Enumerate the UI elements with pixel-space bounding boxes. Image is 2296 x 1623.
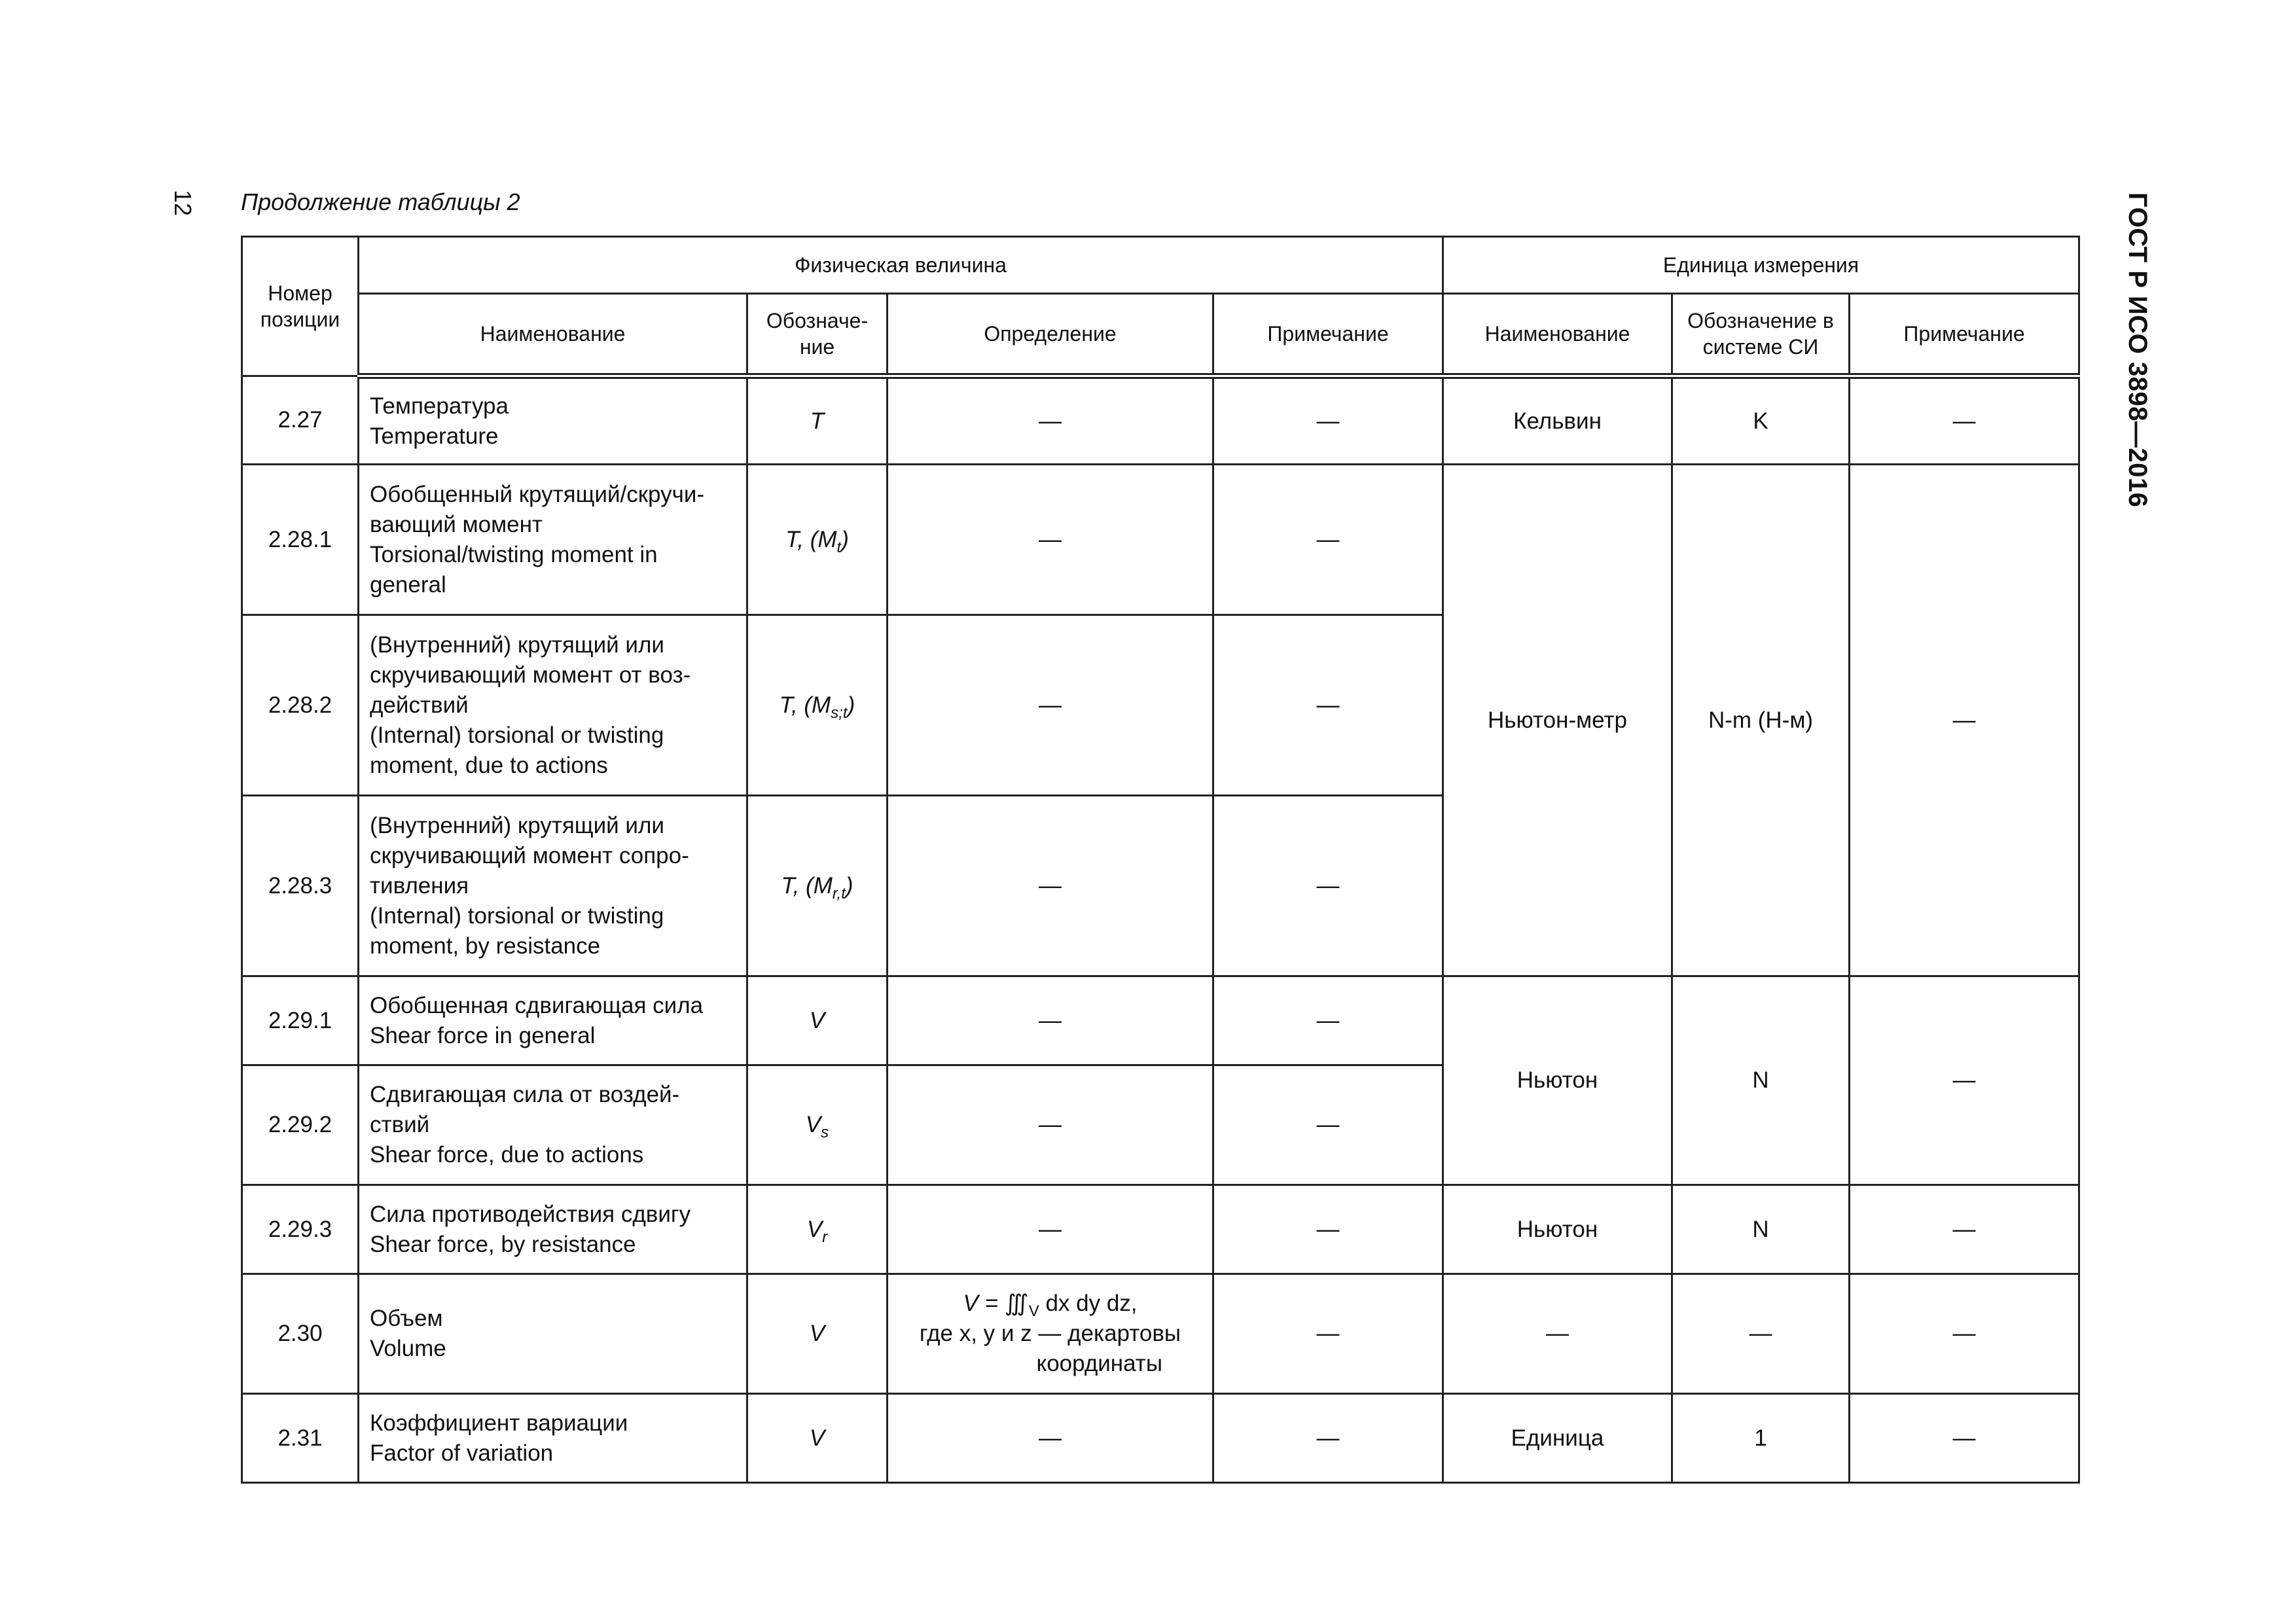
quantity-name — [359, 796, 747, 976]
header-row-1 — [242, 237, 2079, 294]
quantity-name — [359, 376, 747, 465]
row-number: 2.31 — [242, 1394, 359, 1483]
quantity-note: — — [1213, 1065, 1443, 1185]
table-caption: Продолжение таблицы 2 — [241, 188, 520, 215]
formula-line — [899, 1289, 1202, 1319]
symbol-end: ) — [841, 526, 849, 552]
name-line: Сила противодействия сдвигу — [370, 1201, 691, 1227]
quantity-symbol: V — [747, 1394, 888, 1483]
header-pq-note: Примечание — [1213, 294, 1443, 376]
name-line: (Internal) torsional or twisting — [370, 722, 664, 748]
table-row — [242, 1394, 2079, 1483]
name-line: (Внутренний) крутящий или — [370, 812, 664, 838]
quantity-symbol: V — [747, 976, 888, 1065]
name-line: вающий момент — [370, 511, 543, 537]
quantity-symbol — [747, 1185, 888, 1274]
name-line: (Internal) torsional or twisting — [370, 902, 664, 929]
unit-name: Ньютон — [1443, 976, 1672, 1185]
quantity-definition: — — [888, 976, 1213, 1065]
unit-name: Ньютон-метр — [1443, 465, 1672, 976]
quantity-note: — — [1213, 976, 1443, 1065]
quantity-symbol: V — [747, 1274, 888, 1394]
header-unit-note: Примечание — [1850, 294, 2079, 376]
symbol-subscript: r — [822, 1228, 828, 1246]
header-unit-of-measure: Единица измерения — [1443, 237, 2079, 294]
quantity-definition: — — [888, 376, 1213, 465]
table-row — [242, 1185, 2079, 1274]
unit-note: — — [1850, 976, 2079, 1185]
table-row — [242, 376, 2079, 465]
header-unit-si: Обозначение в системе СИ — [1672, 294, 1850, 376]
symbol-subscript: t — [836, 538, 842, 556]
unit-name: — — [1443, 1274, 1672, 1394]
row-number: 2.29.3 — [242, 1185, 359, 1274]
symbol-main: T, (M — [781, 872, 833, 899]
quantities-table — [241, 236, 2080, 1484]
unit-note: — — [1850, 1394, 2079, 1483]
quantity-symbol — [747, 796, 888, 976]
unit-si: N — [1672, 976, 1850, 1185]
unit-si: N — [1672, 1185, 1850, 1274]
name-line: (Внутренний) крутящий или — [370, 632, 664, 658]
symbol-end: ) — [845, 872, 853, 899]
quantity-symbol — [747, 615, 888, 796]
name-line: Сдвигающая сила от воздей- — [370, 1082, 680, 1107]
name-line: Объем — [370, 1306, 443, 1331]
quantity-symbol: T — [747, 376, 888, 465]
quantity-note: — — [1213, 796, 1443, 976]
name-line: Torsional/twisting moment in — [370, 541, 658, 567]
quantity-name — [359, 1394, 747, 1483]
formula-explanation-end: координаты — [1036, 1351, 1162, 1376]
formula-domain: V — [1028, 1302, 1039, 1320]
quantity-symbol — [747, 1065, 888, 1185]
symbol-subscript: r,t — [832, 884, 846, 902]
quantity-definition: — — [888, 796, 1213, 976]
unit-si: — — [1672, 1274, 1850, 1394]
symbol-subscript: s — [821, 1124, 829, 1141]
name-line: Volume — [370, 1336, 446, 1361]
unit-name: Единица — [1443, 1394, 1672, 1483]
unit-si: N-m (Н-м) — [1672, 465, 1850, 976]
table-row — [242, 976, 2079, 1065]
name-line: Shear force, by resistance — [370, 1231, 636, 1257]
name-line: Shear force in general — [370, 1022, 596, 1048]
quantity-name — [359, 1065, 747, 1185]
quantity-note: — — [1213, 1274, 1443, 1394]
name-line: Shear force, due to actions — [370, 1142, 644, 1168]
header-physical-quantity: Физическая величина — [359, 237, 1443, 294]
quantity-name — [359, 1274, 747, 1394]
symbol-main: V — [805, 1112, 821, 1137]
name-line: moment, due to actions — [370, 752, 608, 778]
row-number: 2.27 — [242, 376, 359, 465]
quantity-definition: — — [888, 1065, 1213, 1185]
symbol-main: T, (M — [785, 526, 837, 552]
unit-note: — — [1850, 1274, 2079, 1394]
name-line: скручивающий момент от воз- — [370, 662, 691, 688]
unit-note: — — [1850, 376, 2079, 465]
header-pq-name: Наименование — [359, 294, 747, 376]
formula-rhs: dx dy dz, — [1039, 1291, 1138, 1316]
table-row — [242, 465, 2079, 615]
header-row-2 — [242, 294, 2079, 376]
quantity-name — [359, 465, 747, 615]
formula-lhs: V = ∭ — [963, 1291, 1029, 1316]
symbol-main: T, (M — [779, 692, 831, 718]
row-number: 2.29.2 — [242, 1065, 359, 1185]
name-line: Коэффициент вариации — [370, 1410, 628, 1436]
volume-formula — [888, 1274, 1213, 1394]
name-line: скручивающий момент сопро- — [370, 842, 689, 868]
quantity-note: — — [1213, 376, 1443, 465]
symbol-subscript: s;t — [831, 704, 848, 722]
standard-designation: ГОСТ Р ИСО 3898—2016 — [2123, 192, 2152, 508]
quantity-name — [359, 1185, 747, 1274]
unit-si: 1 — [1672, 1394, 1850, 1483]
header-position-number: Номер позиции — [242, 237, 359, 376]
quantity-note: — — [1213, 1394, 1443, 1483]
row-number: 2.30 — [242, 1274, 359, 1394]
unit-name: Кельвин — [1443, 376, 1672, 465]
table-row — [242, 1274, 2079, 1394]
name-line: general — [370, 571, 446, 597]
row-number: 2.28.2 — [242, 615, 359, 796]
name-line: Temperature — [370, 423, 499, 449]
quantity-definition: — — [888, 615, 1213, 796]
name-line: действий — [370, 692, 469, 718]
quantity-definition: — — [888, 1185, 1213, 1274]
quantity-definition: — — [888, 1394, 1213, 1483]
quantity-note: — — [1213, 465, 1443, 615]
formula-explanation: где x, y и z — декартовы — [919, 1321, 1181, 1346]
quantity-symbol — [747, 465, 888, 615]
unit-name: Ньютон — [1443, 1185, 1672, 1274]
unit-note: — — [1850, 465, 2079, 976]
row-number: 2.28.3 — [242, 796, 359, 976]
unit-note: — — [1850, 1185, 2079, 1274]
quantity-definition: — — [888, 465, 1213, 615]
quantity-name — [359, 976, 747, 1065]
name-line: ствий — [370, 1112, 430, 1137]
name-line: Обобщенная сдвигающая сила — [370, 992, 704, 1018]
name-line: moment, by resistance — [370, 933, 601, 959]
row-number: 2.29.1 — [242, 976, 359, 1065]
name-line: тивления — [370, 872, 469, 899]
symbol-end: ) — [847, 692, 855, 718]
page-number: 12 — [170, 190, 196, 217]
header-unit-name: Наименование — [1443, 294, 1672, 376]
header-pq-definition: Определение — [888, 294, 1213, 376]
quantity-name — [359, 615, 747, 796]
row-number: 2.28.1 — [242, 465, 359, 615]
name-line: Температура — [370, 393, 509, 419]
unit-si: K — [1672, 376, 1850, 465]
quantity-note: — — [1213, 1185, 1443, 1274]
header-pq-symbol: Обозначе-ние — [747, 294, 888, 376]
quantity-note: — — [1213, 615, 1443, 796]
name-line: Factor of variation — [370, 1440, 554, 1466]
name-line: Обобщенный крутящий/скручи- — [370, 481, 705, 507]
symbol-main: V — [806, 1216, 823, 1242]
